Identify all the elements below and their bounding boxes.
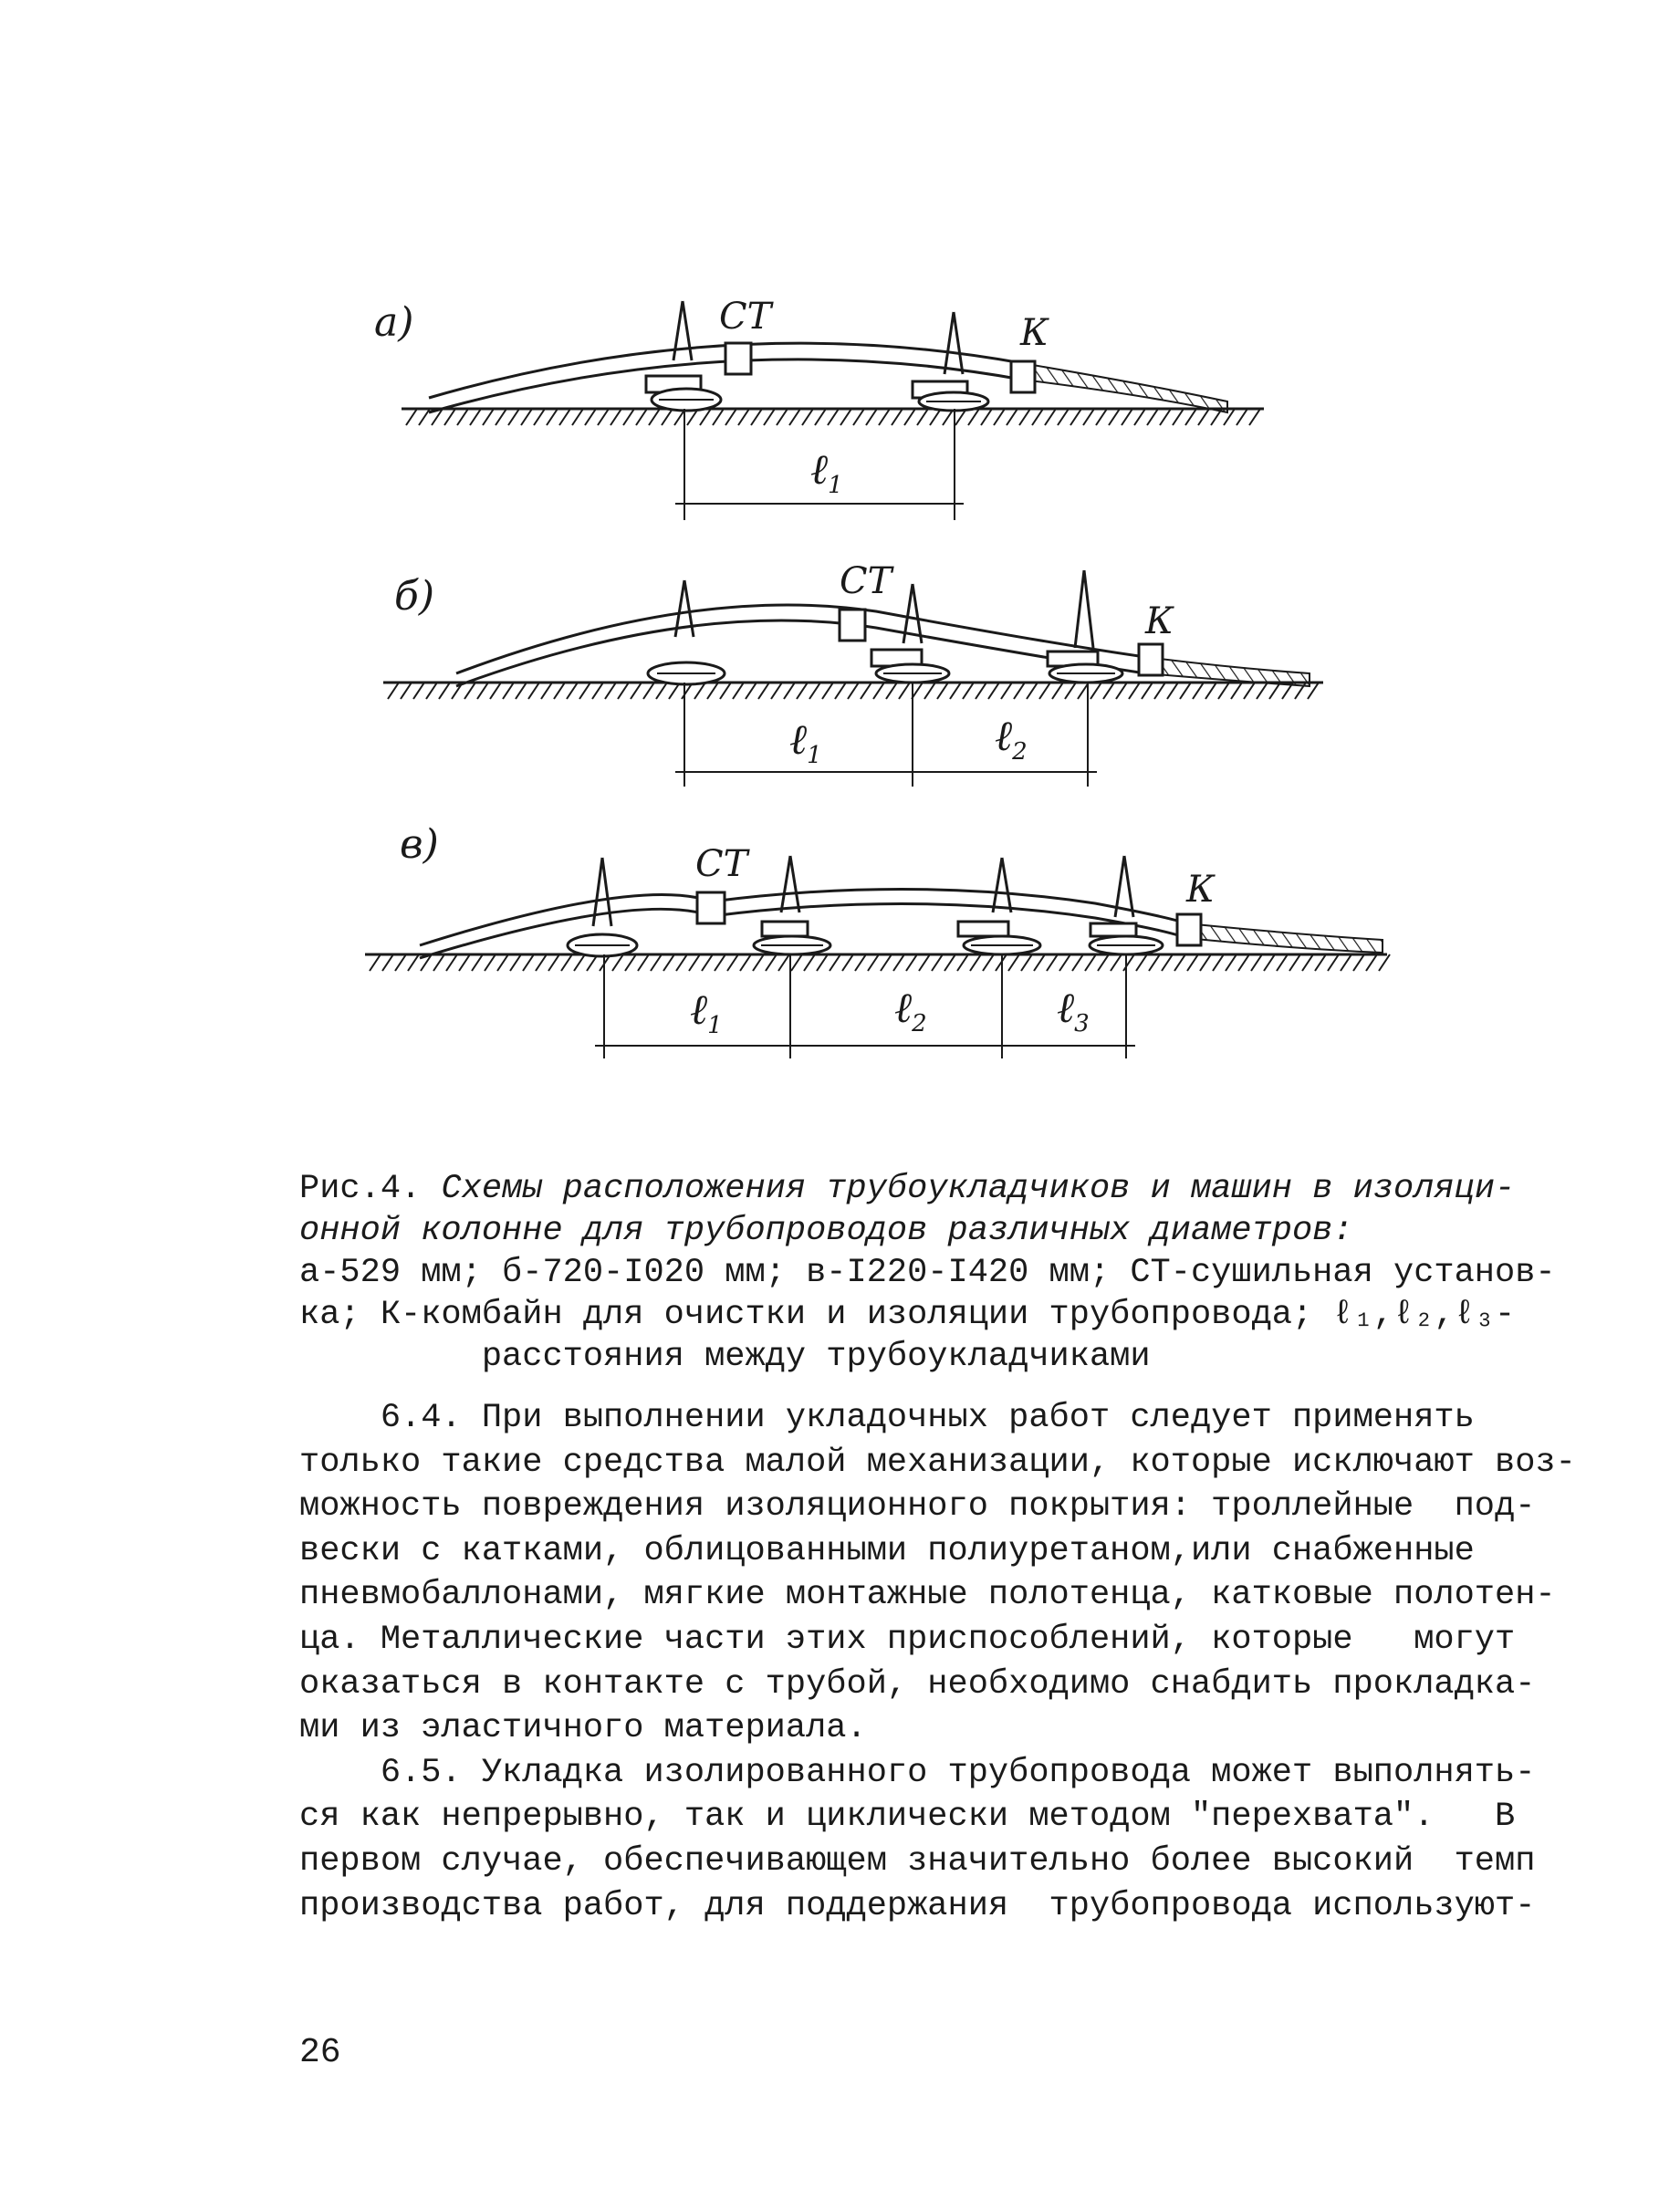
hatch-stroke bbox=[472, 954, 483, 971]
hatch-stroke bbox=[873, 683, 884, 699]
hatch-stroke bbox=[797, 683, 808, 699]
hatch-stroke bbox=[1019, 409, 1030, 425]
hatch-stroke bbox=[1160, 409, 1171, 425]
hatch-stroke bbox=[1269, 683, 1280, 699]
span-label-l3: ℓ$_3$ bbox=[1057, 983, 1090, 1037]
hatch-stroke bbox=[828, 409, 839, 425]
hatch-stroke bbox=[483, 409, 494, 425]
caption-title: Схемы расположения трубоукладчиков и машин в изоляци- bbox=[441, 1170, 1516, 1208]
hatch-stroke bbox=[1096, 409, 1107, 425]
hatch-stroke bbox=[702, 954, 713, 971]
hatch-stroke bbox=[1065, 683, 1076, 699]
hatch-stroke bbox=[1180, 683, 1191, 699]
hatch-stroke bbox=[625, 954, 636, 971]
hatch-stroke bbox=[1366, 954, 1377, 971]
hatch-stroke bbox=[1109, 409, 1120, 425]
hatch-stroke bbox=[579, 683, 590, 699]
hatch-stroke bbox=[817, 954, 828, 971]
hatch-stroke bbox=[1070, 409, 1081, 425]
hatch-stroke bbox=[426, 683, 437, 699]
hatch-stroke bbox=[1249, 409, 1260, 425]
hatch-stroke bbox=[1085, 954, 1096, 971]
hatch-stroke bbox=[598, 409, 609, 425]
hatch-stroke bbox=[618, 683, 629, 699]
hatch-stroke bbox=[1098, 954, 1109, 971]
hatch-stroke bbox=[470, 409, 481, 425]
hatch-stroke bbox=[554, 683, 565, 699]
hatch-stroke bbox=[419, 409, 430, 425]
hatch-stroke bbox=[1162, 954, 1173, 971]
text-line: производства работ, для поддержания трубопровода используют- bbox=[299, 1886, 1536, 1925]
hatch-stroke bbox=[1021, 954, 1032, 971]
hatch-stroke bbox=[848, 683, 859, 699]
span-label-l1: ℓ$_1$ bbox=[789, 714, 822, 769]
hatch-stroke bbox=[1302, 954, 1313, 971]
hatch-stroke bbox=[638, 954, 649, 971]
pipe-top bbox=[456, 605, 1145, 673]
combine-unit bbox=[1011, 361, 1035, 392]
hatch-stroke bbox=[886, 683, 897, 699]
caption-line: ка; К-комбайн для очистки и изоляции трубопровода; ℓ₁,ℓ₂,ℓ₃- bbox=[299, 1296, 1516, 1334]
hatch-stroke bbox=[981, 409, 992, 425]
hatch-stroke bbox=[917, 409, 928, 425]
hatch-stroke bbox=[643, 683, 654, 699]
hatch-stroke bbox=[1008, 954, 1019, 971]
dryer-unit bbox=[697, 892, 725, 923]
hatch-stroke bbox=[937, 683, 948, 699]
hatch-stroke bbox=[950, 683, 961, 699]
dryer-unit bbox=[840, 610, 865, 641]
hatch-stroke bbox=[791, 954, 802, 971]
hatch-stroke bbox=[1277, 954, 1288, 971]
hatch-stroke bbox=[1315, 954, 1326, 971]
hatch-stroke bbox=[1001, 683, 1012, 699]
hatch-stroke bbox=[439, 683, 450, 699]
hatch-stroke bbox=[789, 409, 800, 425]
pipelayer bbox=[568, 858, 637, 956]
hatch-stroke bbox=[1238, 954, 1249, 971]
hatch-stroke bbox=[700, 409, 711, 425]
combine-label: К bbox=[1186, 869, 1215, 911]
hatch-stroke bbox=[457, 409, 468, 425]
hatch-stroke bbox=[636, 409, 647, 425]
hatch-stroke bbox=[893, 954, 904, 971]
dryer-label: СТ bbox=[719, 296, 772, 338]
hatch-stroke bbox=[764, 409, 775, 425]
hatch-stroke bbox=[802, 409, 813, 425]
span-label-l2: ℓ$_2$ bbox=[995, 711, 1028, 766]
hatch-stroke bbox=[1134, 409, 1145, 425]
hatch-stroke bbox=[1052, 683, 1063, 699]
hatch-stroke bbox=[401, 683, 412, 699]
pipelayer bbox=[646, 301, 721, 411]
hatch-stroke bbox=[1027, 683, 1038, 699]
hatch-stroke bbox=[1341, 954, 1351, 971]
hatch-stroke bbox=[536, 954, 547, 971]
ground-hatching bbox=[406, 409, 1260, 425]
hatch-stroke bbox=[510, 954, 521, 971]
hatch-stroke bbox=[433, 954, 444, 971]
hatch-stroke bbox=[1244, 683, 1255, 699]
hatch-stroke bbox=[976, 683, 986, 699]
hatch-stroke bbox=[720, 683, 731, 699]
hatch-stroke bbox=[1251, 954, 1262, 971]
hatch-stroke bbox=[663, 954, 674, 971]
hatch-stroke bbox=[899, 683, 910, 699]
hatch-stroke bbox=[572, 409, 583, 425]
hatch-stroke bbox=[528, 683, 539, 699]
hatch-stroke bbox=[1111, 954, 1122, 971]
coated-pipe-section bbox=[1186, 923, 1383, 953]
hatch-stroke bbox=[1147, 409, 1158, 425]
hatch-stroke bbox=[738, 409, 749, 425]
hatch-stroke bbox=[559, 409, 570, 425]
caption-line: онной колонне для трубопроводов различных диаметров: bbox=[299, 1212, 1353, 1250]
hatch-stroke bbox=[733, 683, 744, 699]
combine-label: К bbox=[1145, 600, 1174, 642]
hatch-stroke bbox=[932, 954, 943, 971]
coated-pipe-section bbox=[1022, 363, 1227, 412]
text-line: ся как непрерывно, так и циклически методом "перехвата". В bbox=[299, 1798, 1516, 1837]
hatch-stroke bbox=[904, 409, 915, 425]
text-line: вески с катками, облицованными полиуретаном,или снабженные bbox=[299, 1531, 1475, 1570]
hatch-stroke bbox=[1173, 409, 1184, 425]
hatch-stroke bbox=[521, 409, 532, 425]
combine-unit bbox=[1177, 914, 1201, 945]
hatch-stroke bbox=[656, 683, 667, 699]
text-line: можность повреждения изоляционного покрытия: троллейные под- bbox=[299, 1487, 1536, 1527]
hatch-stroke bbox=[784, 683, 795, 699]
caption-line: расстояния между трубоукладчиками bbox=[299, 1338, 1151, 1376]
hatch-stroke bbox=[815, 409, 826, 425]
hatch-stroke bbox=[944, 954, 955, 971]
hatch-stroke bbox=[1231, 683, 1242, 699]
hatch-stroke bbox=[1123, 954, 1134, 971]
caption-line bbox=[299, 1168, 1516, 1210]
hatch-stroke bbox=[1185, 409, 1196, 425]
hatch-stroke bbox=[715, 954, 725, 971]
hatch-stroke bbox=[758, 683, 769, 699]
pipelayer bbox=[1048, 570, 1122, 683]
hatch-stroke bbox=[777, 409, 788, 425]
hatch-stroke bbox=[382, 954, 393, 971]
hatch-stroke bbox=[924, 683, 935, 699]
hatch-stroke bbox=[406, 409, 417, 425]
pipe-bottom bbox=[456, 620, 1145, 686]
hatch-stroke bbox=[413, 683, 424, 699]
caption-line: а-529 мм; б-720-I020 мм; в-I220-I420 мм; СТ-сушильная установ- bbox=[299, 1254, 1556, 1292]
hatch-stroke bbox=[651, 954, 662, 971]
hatch-stroke bbox=[676, 954, 687, 971]
hatch-stroke bbox=[516, 683, 527, 699]
hatch-stroke bbox=[1213, 954, 1224, 971]
hatch-stroke bbox=[1039, 683, 1050, 699]
hatch-stroke bbox=[1264, 954, 1275, 971]
ground-hatching bbox=[388, 683, 1319, 699]
panel-a-letter: а) bbox=[374, 299, 414, 346]
hatch-stroke bbox=[534, 409, 545, 425]
body-text bbox=[299, 1396, 1576, 1928]
hatch-stroke bbox=[1103, 683, 1114, 699]
hatch-stroke bbox=[395, 954, 406, 971]
hatch-stroke bbox=[464, 683, 475, 699]
combine-unit bbox=[1139, 644, 1163, 675]
hatch-stroke bbox=[778, 954, 789, 971]
hatch-stroke bbox=[740, 954, 751, 971]
hatch-stroke bbox=[523, 954, 534, 971]
text-line: первом случае, обеспечивающем значительно более высокий темп bbox=[299, 1841, 1536, 1881]
hatch-stroke bbox=[547, 409, 558, 425]
hatch-stroke bbox=[1032, 409, 1043, 425]
hatch-stroke bbox=[496, 409, 506, 425]
hatch-stroke bbox=[548, 954, 559, 971]
hatch-stroke bbox=[746, 683, 757, 699]
hatch-stroke bbox=[1328, 954, 1339, 971]
hatch-stroke bbox=[1205, 683, 1216, 699]
hatch-stroke bbox=[605, 683, 616, 699]
hatch-stroke bbox=[459, 954, 470, 971]
text-line: 6.4. При выполнении укладочных работ следует применять bbox=[299, 1399, 1475, 1437]
hatch-stroke bbox=[919, 954, 930, 971]
panel-b bbox=[383, 560, 1323, 787]
hatch-stroke bbox=[370, 954, 381, 971]
figure-caption bbox=[299, 1168, 1556, 1378]
hatch-stroke bbox=[879, 409, 890, 425]
hatch-stroke bbox=[1142, 683, 1153, 699]
combine-label: К bbox=[1020, 312, 1049, 354]
hatch-stroke bbox=[707, 683, 718, 699]
hatch-stroke bbox=[861, 683, 871, 699]
hatch-stroke bbox=[1154, 683, 1165, 699]
hatch-stroke bbox=[840, 409, 851, 425]
hatch-stroke bbox=[1149, 954, 1160, 971]
hatch-stroke bbox=[1047, 954, 1058, 971]
hatch-stroke bbox=[623, 409, 634, 425]
hatch-stroke bbox=[1353, 954, 1364, 971]
hatch-stroke bbox=[994, 409, 1005, 425]
text-line: 6.5. Укладка изолированного трубопровода может выполнять- bbox=[299, 1753, 1536, 1792]
hatch-stroke bbox=[1226, 954, 1237, 971]
hatch-stroke bbox=[1187, 954, 1198, 971]
hatch-stroke bbox=[1083, 409, 1094, 425]
hatch-stroke bbox=[725, 409, 736, 425]
hatch-stroke bbox=[963, 683, 974, 699]
hatch-stroke bbox=[490, 683, 501, 699]
hatch-stroke bbox=[751, 409, 762, 425]
hatch-stroke bbox=[508, 409, 519, 425]
hatch-stroke bbox=[1136, 954, 1147, 971]
hatch-stroke bbox=[446, 954, 457, 971]
text-line: оказаться в контакте с трубой, необходимо снабдить прокладка- bbox=[299, 1664, 1536, 1704]
hatch-stroke bbox=[649, 409, 660, 425]
hatch-stroke bbox=[1129, 683, 1140, 699]
span-label-l1: ℓ$_1$ bbox=[810, 444, 843, 499]
hatch-stroke bbox=[585, 409, 596, 425]
hatch-stroke bbox=[1058, 409, 1069, 425]
hatch-stroke bbox=[689, 954, 700, 971]
hatch-stroke bbox=[1034, 954, 1045, 971]
panel-a bbox=[374, 296, 1264, 520]
hatch-stroke bbox=[822, 683, 833, 699]
hatch-stroke bbox=[866, 409, 877, 425]
text-line: ми из эластичного материала. bbox=[299, 1709, 867, 1748]
hatch-stroke bbox=[970, 954, 981, 971]
hatch-stroke bbox=[835, 683, 846, 699]
hatch-stroke bbox=[957, 954, 968, 971]
hatch-stroke bbox=[1090, 683, 1101, 699]
panel-c bbox=[365, 821, 1390, 1058]
hatch-stroke bbox=[567, 683, 578, 699]
page-number: 26 bbox=[299, 2033, 341, 2072]
hatch-stroke bbox=[809, 683, 820, 699]
hatch-stroke bbox=[662, 409, 673, 425]
hatch-stroke bbox=[1237, 409, 1247, 425]
hatch-stroke bbox=[503, 683, 514, 699]
hatch-stroke bbox=[881, 954, 892, 971]
hatch-stroke bbox=[444, 409, 455, 425]
hatch-stroke bbox=[930, 409, 941, 425]
hatch-stroke bbox=[892, 409, 903, 425]
hatch-stroke bbox=[1198, 409, 1209, 425]
hatch-stroke bbox=[1193, 683, 1204, 699]
span-label-l1: ℓ$_1$ bbox=[690, 985, 723, 1039]
pipelayer bbox=[648, 580, 725, 684]
hatch-stroke bbox=[830, 954, 840, 971]
hatch-stroke bbox=[388, 683, 399, 699]
hatch-stroke bbox=[561, 954, 572, 971]
panel-b-letter: б) bbox=[394, 573, 435, 620]
hatch-stroke bbox=[541, 683, 552, 699]
text-line: пневмобаллонами, мягкие монтажные полотенца, катковые полотен- bbox=[299, 1576, 1556, 1615]
ground-hatching bbox=[370, 954, 1390, 971]
hatch-stroke bbox=[1045, 409, 1056, 425]
hatch-stroke bbox=[485, 954, 496, 971]
hatch-stroke bbox=[804, 954, 815, 971]
hatch-stroke bbox=[988, 683, 999, 699]
text-line: ца. Металлические части этих приспособлений, которые могут bbox=[299, 1620, 1516, 1659]
caption-figure-number: Рис.4. bbox=[299, 1170, 442, 1208]
hatch-stroke bbox=[408, 954, 419, 971]
hatch-stroke bbox=[842, 954, 853, 971]
hatch-stroke bbox=[1116, 683, 1127, 699]
hatch-stroke bbox=[1122, 409, 1132, 425]
hatch-stroke bbox=[1072, 954, 1083, 971]
hatch-stroke bbox=[968, 409, 979, 425]
hatch-stroke bbox=[906, 954, 917, 971]
dryer-label: СТ bbox=[840, 560, 892, 602]
span-label-l2: ℓ$_2$ bbox=[894, 983, 927, 1037]
hatch-stroke bbox=[1218, 683, 1229, 699]
hatch-stroke bbox=[1289, 954, 1300, 971]
pipelayer bbox=[913, 312, 988, 411]
hatch-stroke bbox=[610, 409, 621, 425]
hatch-stroke bbox=[1379, 954, 1390, 971]
hatch-stroke bbox=[631, 683, 642, 699]
hatch-stroke bbox=[713, 409, 724, 425]
hatch-stroke bbox=[868, 954, 879, 971]
hatch-stroke bbox=[574, 954, 585, 971]
hatch-stroke bbox=[497, 954, 508, 971]
dryer-label: СТ bbox=[695, 843, 748, 885]
panel-c-letter: в) bbox=[400, 821, 439, 868]
hatch-stroke bbox=[753, 954, 764, 971]
hatch-stroke bbox=[477, 683, 488, 699]
hatch-stroke bbox=[1007, 409, 1017, 425]
hatch-stroke bbox=[771, 683, 782, 699]
hatch-stroke bbox=[592, 683, 603, 699]
hatch-stroke bbox=[766, 954, 777, 971]
hatch-stroke bbox=[1014, 683, 1025, 699]
dryer-unit bbox=[725, 343, 751, 374]
hatch-stroke bbox=[983, 954, 994, 971]
hatch-stroke bbox=[853, 409, 864, 425]
hatch-stroke bbox=[855, 954, 866, 971]
hatch-stroke bbox=[1059, 954, 1070, 971]
text-line: только такие средства малой механизации, которые исключают воз- bbox=[299, 1443, 1576, 1482]
hatch-stroke bbox=[727, 954, 738, 971]
hatch-stroke bbox=[1167, 683, 1178, 699]
hatch-stroke bbox=[1257, 683, 1268, 699]
hatch-stroke bbox=[1174, 954, 1185, 971]
hatch-stroke bbox=[1200, 954, 1211, 971]
